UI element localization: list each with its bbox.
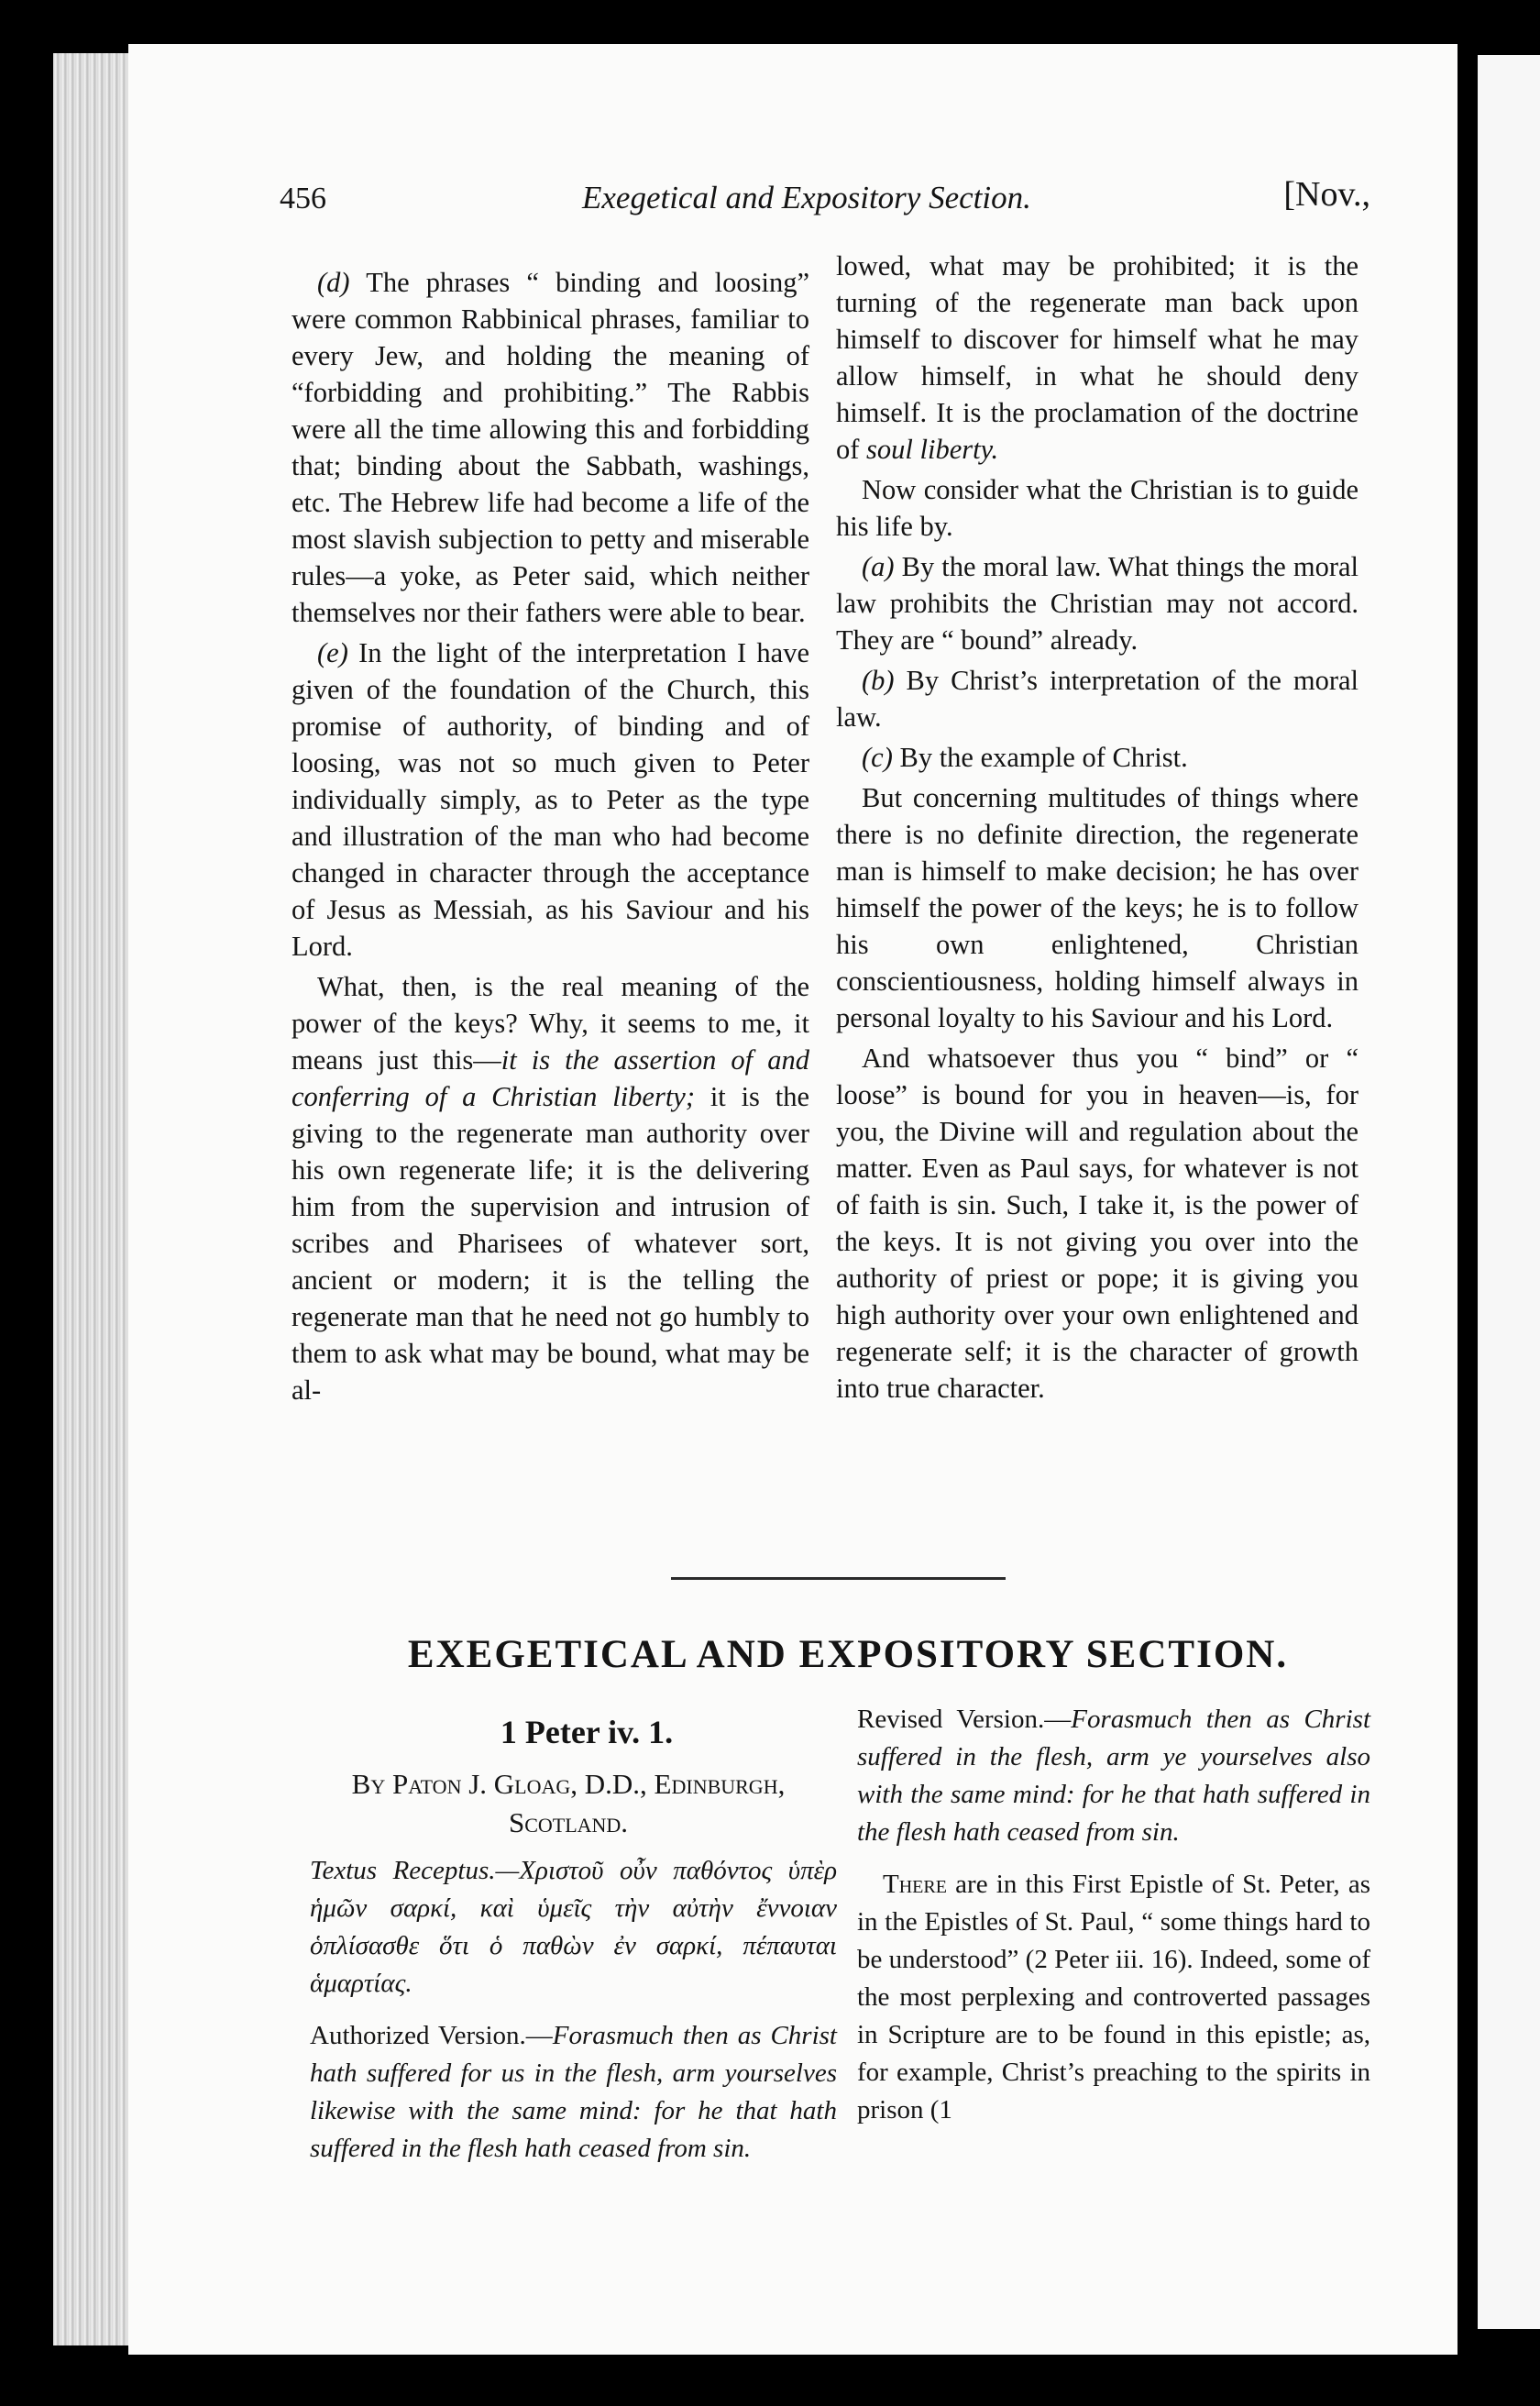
version-label: Revised Version.— [857,1705,1072,1734]
right-column-top [836,248,1358,1410]
book-page-edges [53,53,138,2345]
running-month: [Nov., [1283,175,1370,214]
paragraph-c [836,739,1358,776]
version-label: Textus Receptus.— [310,1856,520,1885]
paragraph-e [292,635,809,965]
lead-in-smallcaps: There [883,1870,947,1899]
emphasis-text: soul liberty. [866,434,999,465]
paragraph-keys-meaning [292,968,809,1408]
version-text: Forasmuch then as Christ hath suffered for us in the flesh, arm yourselves likewise with the same mind: for he that hath suffered in the flesh hath ceased from sin. [310,2021,837,2163]
paragraph-a [836,548,1358,658]
left-column-top [292,264,809,1412]
section-divider [671,1577,1006,1580]
article-byline: By Paton J. Gloag, D.D., Edinburgh, Scotland. [351,1768,786,1838]
version-text: Forasmuch then as Christ suffered in the flesh, arm ye yourselves also with the same mind: for he that hath suffered in the flesh hath ceased from sin. [857,1705,1370,1847]
page-number: 456 [280,182,326,215]
facing-page-edge [1478,55,1540,2329]
paragraph-continued [836,248,1358,468]
right-column-bottom [857,1701,1370,2144]
paragraph-label: (c) [862,742,893,773]
section-heading: EXEGETICAL AND EXPOSITORY SECTION. [407,1633,1289,1676]
running-section-title: Exegetical and Expository Section. [582,180,1031,215]
greek-text: Χριστοῦ οὖν παθόντος ὑπὲρ ἡμῶν σαρκί, καὶ ὑμεῖς τὴν αὐτὴν ἔννοιαν ὁπλίσασθε ὅτι ὁ παθὼν ἐν σαρκί, πέπαυται ἁμαρτίας. [310,1856,837,1998]
authorized-version [310,2017,837,2168]
left-column-bottom [310,1852,837,2182]
version-label: Authorized Version.— [310,2021,553,2050]
emphasis-text: it is the assertion of and conferring of a Christian liberty; [292,1044,809,1112]
paragraph-label: (e) [317,637,348,668]
textus-receptus [310,1852,837,2003]
paragraph-d [292,264,809,631]
paragraph-text: are in this First Epistle of St. Peter, as in the Epistles of St. Paul, “ some things hard to be understood” (2 Peter iii. 16). Indeed, some of the most perplexing and controverted passages in Scripture are to be found in this epistle; as, for example, Christ’s preaching to the spirits in prison (1 [857,1870,1370,2125]
paragraph-text: it is the giving to the regenerate man authority over his own regenerate life; it is the delivering him from the supervision and intrusion of scribes and Pharisees of whatever sort, ancient or modern; it is the telling the regenerate man that he need not go humbly to them to ask what may be bound, what may be al- [292,1081,809,1406]
paragraph-whatsoever: And whatsoever thus you “ bind” or “ loose” is bound for you in heaven—is, for you, the Divine will and regulation about the matter. Even as Paul says, for whatever is not of faith is sin. Such, I take it, is the power of the keys. It is not giving you over into the authority of priest or pope; it is giving you high authority over your own enlightened and regenerate self; it is the character of growth into true character. [836,1043,1358,1404]
paragraph-consider: Now consider what the Christian is to guide his life by. [836,474,1358,542]
paragraph-text: What, then, is the real meaning of the power of the keys? Why, it seems to me, it means just this— [292,971,809,1076]
paragraph-text: lowed, what may be prohibited; it is the turning of the regenerate man back upon himself to discover for himself what he may allow himself, in what he should deny himself. It is the proclamation of the doctrine of [836,250,1358,465]
paragraph-text: The phrases “ binding and loosing” were common Rabbinical phrases, familiar to every Jew, and holding the meaning of “forbidding and prohibiting.” The Rabbis were all the time allowing this and forbidding that; binding about the Sabbath, washings, etc. The Hebrew life had become a life of the most slavish subjection to petty and miserable rules—a yoke, as Peter said, which neither themselves nor their fathers were able to bear. [292,267,809,628]
paragraph-text: By the example of Christ. [899,742,1188,773]
paragraph-text: By the moral law. What things the moral law prohibits the Christian may not accord. They are “ bound” already. [836,551,1359,656]
running-head [280,174,1370,229]
paragraph-text: In the light of the interpretation I have given of the foundation of the Church, this promise of authority, of binding and of loosing, was not so much given to Peter individually simply, as to Peter as the type and illustration of the man who had become changed in character through the acceptance of Jesus as Messiah, as his Saviour and his Lord. [292,637,809,962]
paragraph-text: By Christ’s interpretation of the moral law. [836,665,1358,733]
paragraph-label: (a) [862,551,895,582]
article-title: 1 Peter iv. 1. [500,1714,674,1750]
paragraph-multitudes: But concerning multitudes of things where there is no definite direction, the regenerate man is himself to make decision; he has over himself the power of the keys; he is to follow his own enlightened, Christian conscientiousness, holding himself always in personal loyalty to his Saviour and his Lord. [836,782,1358,1033]
paragraph-label: (d) [317,267,350,298]
article-body [857,1866,1370,2129]
paragraph-label: (b) [862,665,895,696]
revised-version [857,1701,1370,1851]
paragraph-b [836,662,1358,735]
